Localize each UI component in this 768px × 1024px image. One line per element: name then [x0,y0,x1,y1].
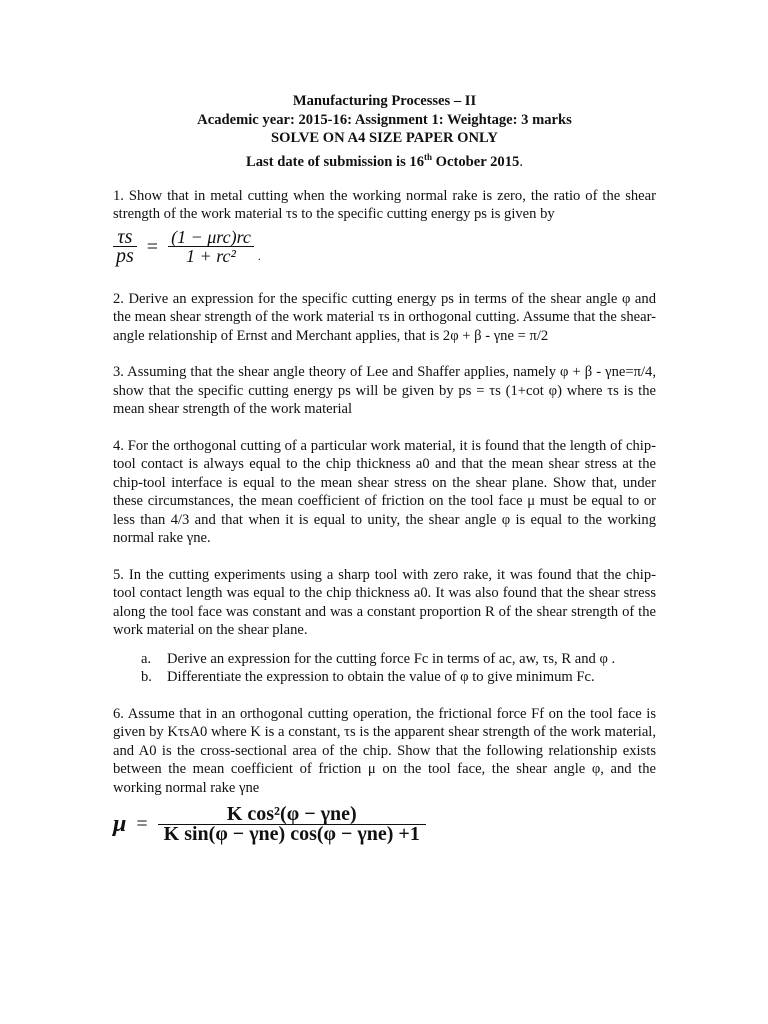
course-title: Manufacturing Processes – II [292,93,477,109]
list-item [141,668,656,687]
submission-date: Last date of submission is 16th October 2015. [246,151,523,170]
question-5: 5. In the cutting experiments using a sharp tool with zero rake, it was found that the chip-tool contact length was equal to the chip thickness a0. It was also found that the shear stress along the tool face was constant and was a constant proportion R of the shear strength of the work material on the shear plane. [113,566,656,639]
question-5-subparts [141,650,656,687]
formula-numerator: K cos²(φ − γne) [226,803,357,826]
subpart-marker: b. [141,669,152,686]
assignment-page [113,92,656,843]
question-4: 4. For the orthogonal cutting of a particular work material, it is found that the length of chip-tool contact is always equal to the chip thickness a0 and that the mean shear stress at the chip-tool interface is equal to the mean shear stress on the shear plane. Show that, under these circumstances, the mean coefficient of friction on the tool face μ must be equal to or less than 4/3 and that when it is equal to unity, the shear angle φ is equal to the working normal rake γne. [113,437,656,547]
subpart-text: Differentiate the expression to obtain the value of φ to give minimum Fc. [167,669,595,686]
formula-friction-coefficient [113,805,656,843]
document-header [113,92,656,171]
subpart-text: Derive an expression for the cutting force Fc in terms of ac, aw, τs, R and φ . [167,650,616,667]
formula-denominator: K sin(φ − γne) cos(φ − γne) +1 [163,822,420,845]
subpart-marker: a. [141,650,152,667]
formula-rhs-numerator: (1 − μrc)rc [171,226,251,247]
formula-shear-strength-ratio [113,225,656,276]
question-3: 3. Assuming that the shear angle theory of Lee and Shaffer applies, namely φ + β - γne=π/4, show that the specific cutting energy ps will be given by ps = τs (1+cot φ) where τs is the mean shear strength of the work material [113,364,656,418]
question-1: 1. Show that in metal cutting when the working normal rake is zero, the ratio of the shear strength of the work material τs to the specific cutting energy ps is given by [113,187,656,223]
academic-year-line: Academic year: 2015-16: Assignment 1: Weightage: 3 marks [197,111,572,128]
paper-instruction: SOLVE ON A4 SIZE PAPER ONLY [271,130,498,146]
formula-lhs-denominator: ps [116,245,134,268]
question-2: 2. Derive an expression for the specific cutting energy ps in terms of the shear angle φ and the mean shear strength of the work material τs in orthogonal cutting. Assume that the shear-angle relationship of Ernst and Merchant applies, that is 2φ + β - γne = π/2 [113,290,656,344]
formula-lhs-numerator: τs [117,225,133,248]
formula-rhs-denominator: 1 + rc² [186,246,236,267]
formula-equals-2: = [136,813,148,836]
formula-tail: . [257,249,261,264]
formula-mu: μ [113,811,127,838]
question-6: 6. Assume that in an orthogonal cutting operation, the frictional force Ff on the tool face is given by KτsA0 where K is a constant, τs is the apparent shear strength of the work material, and A0 is the cross-sectional area of the chip. Show that the following relationship exists between the mean coefficient of friction μ on the tool face, the shear angle φ, and the working normal rake γne [113,705,656,796]
list-item [141,650,656,669]
formula-equals: = [146,235,159,258]
